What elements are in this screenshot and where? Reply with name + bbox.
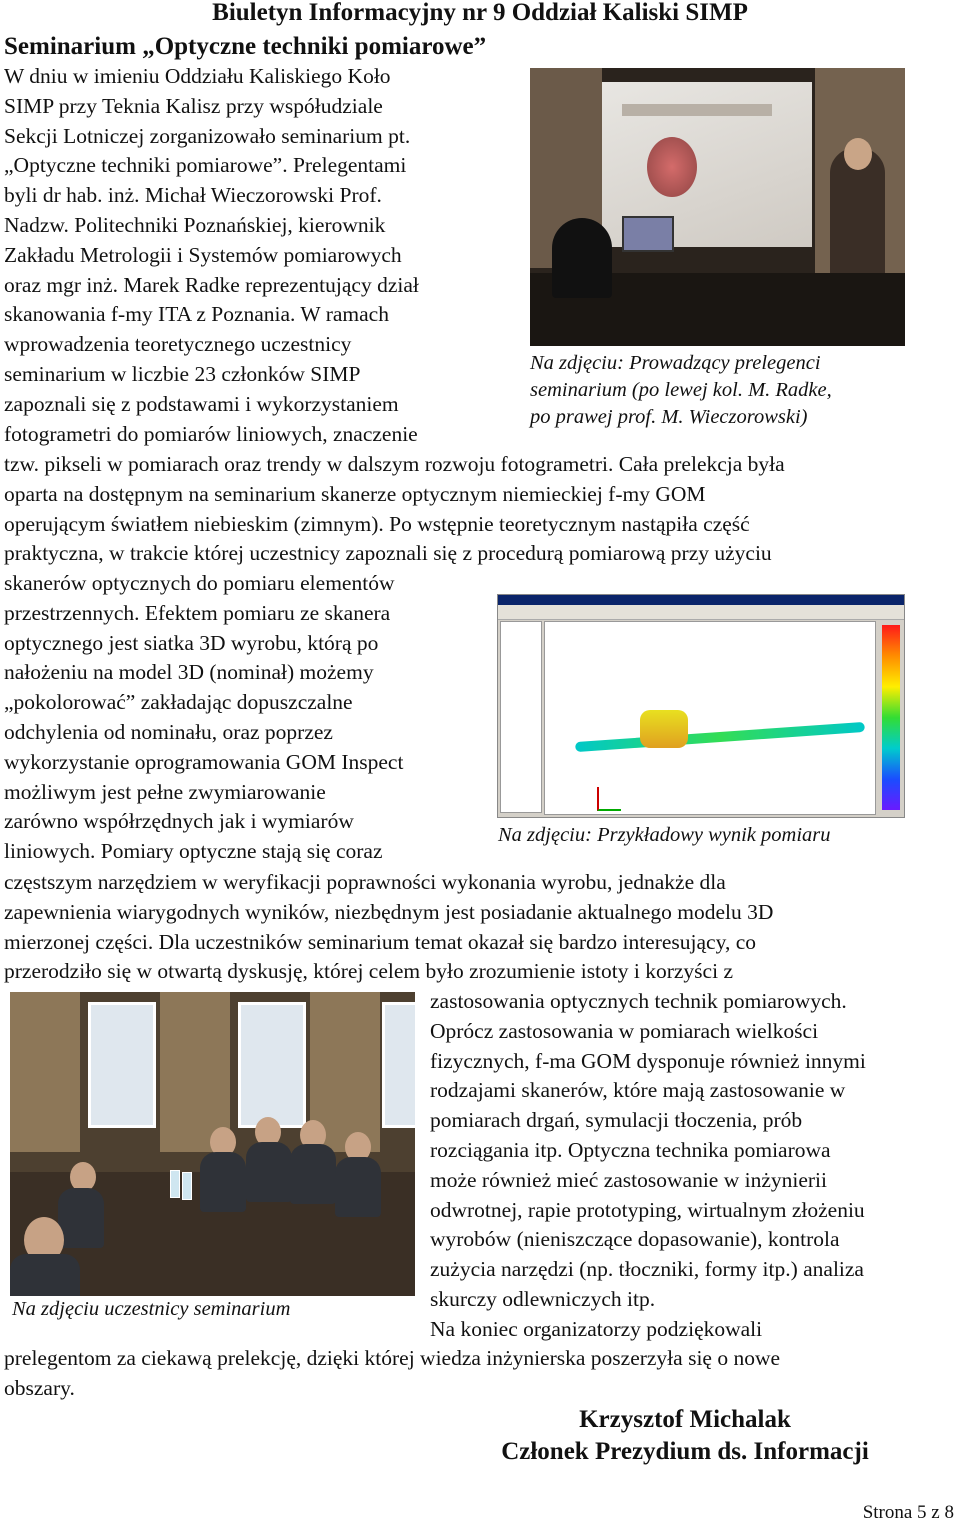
text-line: możliwym jest pełne zwymiarowanie	[4, 779, 326, 804]
text-line: SIMP przy Teknia Kalisz przy współudziale	[4, 93, 383, 118]
text-line: „pokolorować” zakładając dopuszczalne	[4, 690, 353, 715]
text-line: wyrobów (nieniszczące dopasowanie), kontrola	[430, 1227, 840, 1252]
text-line: może również mieć zastosowanie w inżynierii	[430, 1167, 828, 1192]
photo-participants	[10, 992, 415, 1296]
photo-measurement-result	[497, 594, 905, 818]
paragraph-applications	[430, 987, 866, 1345]
author-name: Krzysztof Michalak	[579, 1406, 791, 1433]
text-line: praktyczna, w trakcie której uczestnicy zapoznali się z procedurą pomiarową przy użyciu	[4, 541, 772, 566]
text-line: Oprócz zastosowania w pomiarach wielkości	[430, 1018, 819, 1043]
paragraph-scan-result	[4, 569, 403, 867]
text-line: wykorzystanie oprogramowania GOM Inspect	[4, 749, 404, 774]
text-line: przerodziło się w otwartą dyskusję, której celem było zrozumienie istoty i korzyści z	[4, 959, 733, 984]
text-line: fotogrametri do pomiarów liniowych, znaczenie	[4, 421, 418, 446]
text-line: „Optyczne techniki pomiarowe”. Prelegentami	[4, 153, 407, 178]
text-line: zapoznali się z podstawami i wykorzystaniem	[4, 391, 399, 416]
author-role: Członek Prezydium ds. Informacji	[501, 1438, 869, 1465]
paragraph-intro	[4, 62, 419, 449]
text-line: W dniu w imieniu Oddziału Kaliskiego Koło	[4, 64, 391, 88]
text-line: pomiarach drgań, symulacji tłoczenia, prób	[430, 1108, 803, 1133]
caption-line: seminarium (po lewej kol. M. Radke,	[530, 379, 832, 401]
text-line: nałożeniu na model 3D (nominał) możemy	[4, 660, 374, 685]
text-line: wprowadzenia teoretycznego uczestnicy	[4, 332, 352, 357]
text-line: rozciągania itp. Optyczna technika pomiarowa	[430, 1137, 831, 1162]
text-line: oraz mgr inż. Marek Radke reprezentujący dział	[4, 272, 419, 297]
text-line: Na koniec organizatorzy podziękowali	[430, 1316, 763, 1341]
text-line: skanowania f-my ITA z Poznania. W ramach	[4, 302, 389, 327]
caption-line: Na zdjęciu: Prowadzący prelegenci	[530, 352, 821, 374]
article-title: Seminarium „Optyczne techniki pomiarowe”	[4, 33, 487, 60]
text-line: optycznego jest siatka 3D wyrobu, którą po	[4, 630, 379, 655]
text-line: byli dr hab. inż. Michał Wieczorowski Prof.	[4, 183, 382, 208]
caption-measurement: Na zdjęciu: Przykładowy wynik pomiaru	[498, 824, 831, 846]
page-number: Strona 5 z 8	[862, 1502, 954, 1523]
paragraph-full-2	[4, 868, 773, 987]
text-line: operującym światłem niebieskim (zimnym). Po wstępnie teoretycznym nastąpiła część	[4, 511, 750, 536]
photo-lecturers	[530, 68, 905, 346]
axes-icon	[597, 787, 621, 811]
text-line: prelegentom za ciekawą prelekcję, dzięki której wiedza inżynierska poszerzyła się o nowe	[4, 1346, 781, 1370]
text-line: obszary.	[4, 1375, 75, 1400]
bulletin-header: Biuletyn Informacyjny nr 9 Oddział Kaliski SIMP	[212, 0, 748, 26]
text-line: Nadzw. Politechniki Poznańskiej, kierownik	[4, 212, 386, 237]
text-line: tzw. pikseli w pomiarach oraz trendy w dalszym rozwoju fotogrametri. Cała prelekcja była	[4, 452, 785, 476]
text-line: częstszym narzędziem w weryfikacji poprawności wykonania wyrobu, jednakże dla	[4, 870, 726, 894]
text-line: Sekcji Lotniczej zorganizowało seminarium pt.	[4, 123, 411, 148]
text-line: zapewnienia wiarygodnych wyników, niezbędnym jest posiadanie aktualnego modelu 3D	[4, 899, 774, 924]
caption-participants: Na zdjęciu uczestnicy seminarium	[12, 1298, 291, 1320]
laptop-icon	[622, 216, 674, 252]
text-line: mierzonej części. Dla uczestników seminarium temat okazał się bardzo interesujący, co	[4, 929, 756, 954]
text-line: Zakładu Metrologii i Systemów pomiarowych	[4, 242, 402, 267]
text-line: odchylenia od nominału, oraz poprzez	[4, 719, 333, 744]
text-line: przestrzennych. Efektem pomiaru ze skanera	[4, 600, 391, 625]
text-line: zarówno współrzędnych jak i wymiarów	[4, 809, 354, 834]
text-line: rodzajami skanerów, które mają zastosowanie w	[430, 1078, 846, 1103]
caption-line: po prawej prof. M. Wieczorowski)	[530, 406, 808, 428]
signature	[425, 1404, 945, 1468]
text-line: fizycznych, f-ma GOM dysponuje również innymi	[430, 1048, 866, 1073]
text-line: odwrotnej, rapie prototyping, wirtualnym złożeniu	[430, 1197, 865, 1222]
text-line: zastosowania optycznych technik pomiarowych.	[430, 989, 847, 1013]
text-line: skanerów optycznych do pomiaru elementów	[4, 571, 395, 595]
text-line: zużycia narzędzi (np. tłoczniki, formy itp.) analiza	[430, 1257, 864, 1282]
text-line: skurczy odlewniczych itp.	[430, 1286, 656, 1311]
paragraph-full-1	[4, 450, 785, 569]
caption-lecturers	[530, 350, 832, 431]
paragraph-closing	[4, 1344, 780, 1404]
text-line: liniowych. Pomiary optyczne stają się coraz	[4, 839, 383, 864]
text-line: oparta na dostępnym na seminarium skanerze optycznym niemieckiej f-my GOM	[4, 481, 706, 506]
text-line: seminarium w liczbie 23 członków SIMP	[4, 361, 361, 386]
color-scale	[882, 625, 900, 810]
